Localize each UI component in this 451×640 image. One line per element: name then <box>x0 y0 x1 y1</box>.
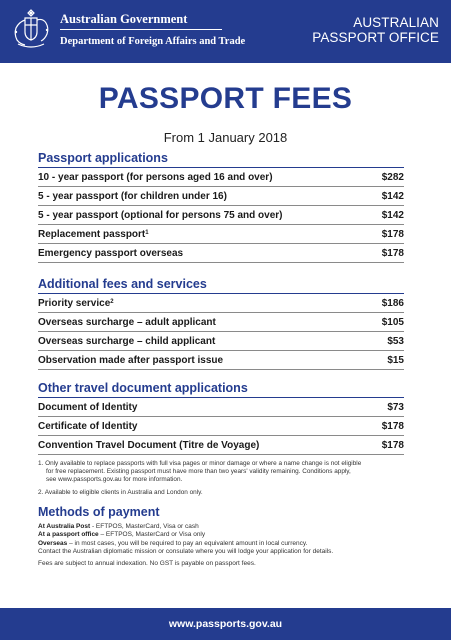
footnotes <box>38 460 408 501</box>
fee-row <box>38 436 404 455</box>
fee-label: Overseas surcharge – child applicant <box>38 335 216 347</box>
section-passport-applications <box>38 151 404 263</box>
payment-overseas-contact: Contact the Australian diplomatic mission or consulate where you will lodge your application for details. <box>38 548 334 556</box>
payment-passport-office <box>38 531 408 539</box>
fee-label: Observation made after passport issue <box>38 354 224 366</box>
page-title: PASSPORT FEES <box>98 82 353 115</box>
footnote-1-line-3: see www.passports.gov.au for more information. <box>46 476 183 484</box>
fee-amount: $105 <box>381 316 404 328</box>
fee-amount: $178 <box>381 439 404 451</box>
fee-label: Replacement passport <box>38 228 146 240</box>
payment-australia-post <box>38 523 408 531</box>
fee-row <box>38 294 404 313</box>
payment-label: Overseas <box>38 539 68 547</box>
fee-amount: $178 <box>381 228 404 240</box>
footnote-marker: 2 <box>110 298 114 305</box>
fee-label: 5 - year passport (for children under 16) <box>38 190 227 202</box>
payment-text: - EFTPOS, MasterCard, Visa or cash <box>90 523 199 530</box>
department-name: Department of Foreign Affairs and Trade <box>60 36 246 47</box>
payment-label: At a passport office <box>38 531 99 539</box>
indexation-note: Fees are subject to annual indexation. No GST is payable on passport fees. <box>38 559 256 567</box>
section-other-travel-documents <box>38 381 404 455</box>
fee-row <box>38 244 404 263</box>
fee-row <box>38 225 404 244</box>
fee-row <box>38 417 404 436</box>
header-divider <box>60 29 222 30</box>
website-link[interactable]: www.passports.gov.au <box>168 618 283 630</box>
government-name: Australian Government <box>60 12 188 26</box>
payment-text: – EFTPOS, MasterCard or Visa only <box>98 531 206 539</box>
coat-of-arms-icon <box>8 8 54 52</box>
payment-text: – in most cases, you will be required to pay an equivalent amount in local currency. <box>67 539 308 547</box>
fee-row <box>38 187 404 206</box>
fee-label: Document of Identity <box>38 401 138 413</box>
footnote-1-line-1: 1. Only available to replace passports with full visa pages or minor damage or where a name change is not eligible <box>38 460 362 467</box>
header-banner <box>0 0 451 63</box>
payment-overseas <box>38 540 408 548</box>
section-heading: Additional fees and services <box>38 277 404 294</box>
payment-label: At Australia Post <box>38 523 91 530</box>
fee-row <box>38 313 404 332</box>
fee-label: Certificate of Identity <box>38 420 138 432</box>
page-subtitle: From 1 January 2018 <box>163 130 288 145</box>
fee-row <box>38 168 404 187</box>
passport-office-label <box>312 15 439 45</box>
fee-label-wrap <box>38 298 114 309</box>
section-additional-fees <box>38 277 404 370</box>
fee-label: Emergency passport overseas <box>38 247 184 259</box>
fee-amount: $178 <box>381 420 404 432</box>
fee-label: 10 - year passport (for persons aged 16 and over) <box>38 171 273 183</box>
section-heading: Methods of payment <box>38 505 160 519</box>
fee-label: Priority service <box>38 297 111 309</box>
fee-row <box>38 206 404 225</box>
fee-amount: $282 <box>381 171 404 183</box>
office-line-1: AUSTRALIAN <box>353 15 439 30</box>
fee-label: Overseas surcharge – adult applicant <box>38 316 216 328</box>
fee-row <box>38 351 404 370</box>
office-line-2: PASSPORT OFFICE <box>312 30 439 45</box>
footnote-2: 2. Available to eligible clients in Australia and London only. <box>38 488 203 496</box>
footnote-marker: 1 <box>145 229 149 236</box>
fee-amount: $142 <box>381 190 404 202</box>
footer-banner <box>0 608 451 640</box>
fee-label: 5 - year passport (optional for persons 75 and over) <box>38 209 283 221</box>
fee-amount: $73 <box>387 401 404 413</box>
fee-row <box>38 398 404 417</box>
fee-row <box>38 332 404 351</box>
fee-amount: $142 <box>381 209 404 221</box>
fee-amount: $178 <box>381 247 404 259</box>
fee-label-wrap <box>38 229 149 240</box>
footnote-1 <box>38 460 408 485</box>
fee-label: Convention Travel Document (Titre de Voyage) <box>38 439 260 451</box>
fee-amount: $15 <box>387 354 404 366</box>
payment-methods <box>38 505 408 568</box>
fee-amount: $53 <box>387 335 404 347</box>
fee-amount: $186 <box>381 297 404 309</box>
footnote-1-line-2: for free replacement. Existing passport must have more than two years' validity remaining. Conditions apply, <box>46 468 351 476</box>
section-heading: Passport applications <box>38 151 404 168</box>
section-heading: Other travel document applications <box>38 381 404 398</box>
